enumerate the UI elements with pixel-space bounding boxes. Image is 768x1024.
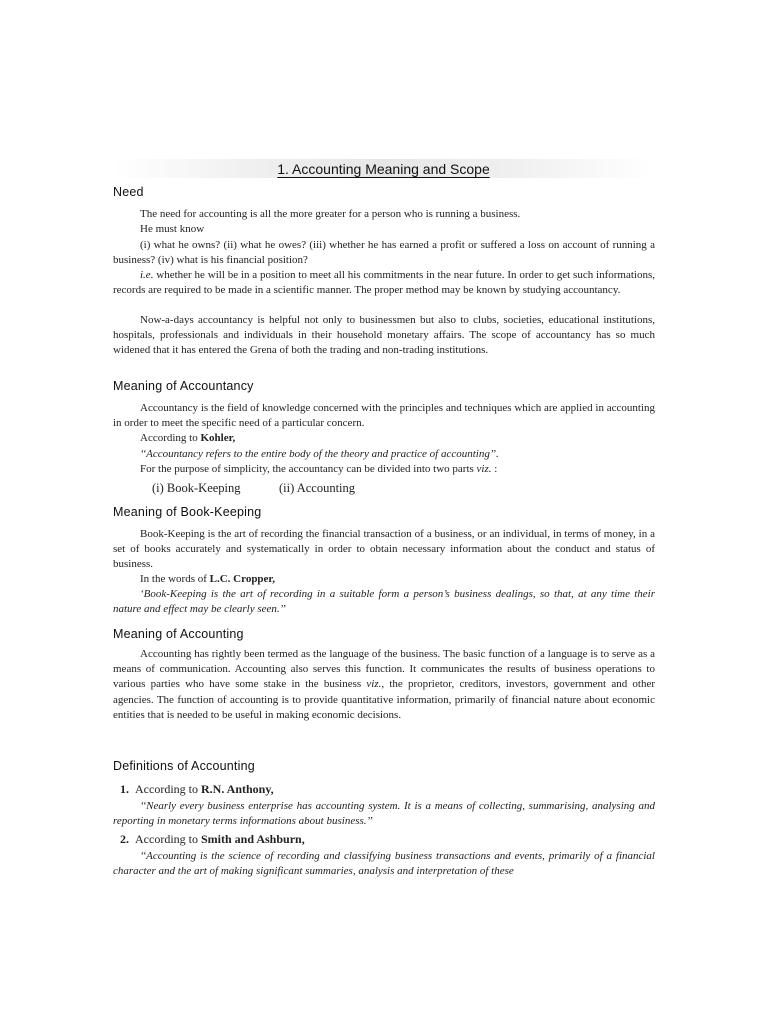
accounting-paragraph: Accounting has rightly been termed as the language of the business. The basic function of a language is to serve as a means of communication. Accounting also serves this function. It communicates the results of business operations to various parties who have some stake in the business viz., the proprietor, creditors, investors, government and other agencies. The function of accounting is to provide quantitative information, primarily of financial nature about economic entities that is needed to be useful in making economic decisions. [113,648,656,721]
definition-2-header: 2. According to Smith and Ashburn, [120,832,305,846]
accountancy-purpose: For the purpose of simplicity, the accountancy can be divided into two parts viz. : [140,463,498,475]
heading-meaning-of-accounting: Meaning of Accounting [113,627,244,641]
accountancy-paragraph: Accountancy is the field of knowledge concerned with the principles and techniques which are applied in accounting in order to meet the specific need of a particular concern. [113,402,655,430]
definition-1-header: 1. According to R.N. Anthony, [120,782,274,796]
definition-2-quote: ‘‘Accounting is the science of recording and classifying business transactions and events, primarily of a financial character and the art of making significant summaries, analysis and interpretation of these [113,850,655,878]
need-line-1: The need for accounting is all the more greater for a person who is running a business. [140,208,521,220]
need-line-2: He must know [140,223,205,235]
need-questions: (i) what he owns? (ii) what he owes? (iii) whether he has earned a profit or suffered a loss on account of running a business? (iv) what is his financial position? [113,239,655,267]
heading-meaning-of-accountancy: Meaning of Accountancy [113,379,254,393]
definition-1-quote: ‘‘Nearly every business enterprise has accounting system. It is a means of collecting, summarising, analysing and reporting in monetary terms informations about business.’’ [113,800,655,828]
bookkeeping-words-of: In the words of L.C. Cropper, [140,573,276,585]
ie-label: i.e. [140,269,154,281]
heading-meaning-of-book-keeping: Meaning of Book-Keeping [113,505,262,519]
heading-definitions-of-accounting: Definitions of Accounting [113,759,255,773]
part-book-keeping: (i) Book-Keeping [152,481,241,495]
part-accounting: (ii) Accounting [279,481,356,495]
need-ie-paragraph: i.e. whether he will be in a position to meet all his commitments in the near future. In order to get such informations, records are required to be made in a scientific manner. The proper method may be known by studying accountancy. [113,269,656,297]
author-anthony: R.N. Anthony, [200,782,274,796]
author-kohler: Kohler, [200,432,236,444]
author-cropper: L.C. Cropper, [209,573,276,585]
page-title: 1. Accounting Meaning and Scope [277,161,490,177]
need-nowadays-paragraph: Now-a-days accountancy is helpful not only to businessmen but also to clubs, societies, educational institutions, hospitals, professionals and individuals in their household monetary affairs. The scope of accountancy has so much widened that it has entered the Grena of both the trading and non-trading institutions. [113,314,655,357]
author-smith-ashburn: Smith and Ashburn, [200,832,305,846]
kohler-quote: ‘‘Accountancy refers to the entire body of the theory and practice of accounting’’. [140,448,499,460]
accountancy-according: According to Kohler, [140,432,236,444]
bookkeeping-paragraph: Book-Keeping is the art of recording the financial transaction of a business, or an individual, in terms of money, in a set of books accurately and systematically in order to obtain necessary information about the conduct and status of business. [113,528,655,571]
heading-need: Need [113,185,144,199]
cropper-quote: ‘Book-Keeping is the art of recording in a suitable form a person’s business dealings, so that, at any time their nature and effect may be clearly seen.’’ [113,588,655,616]
